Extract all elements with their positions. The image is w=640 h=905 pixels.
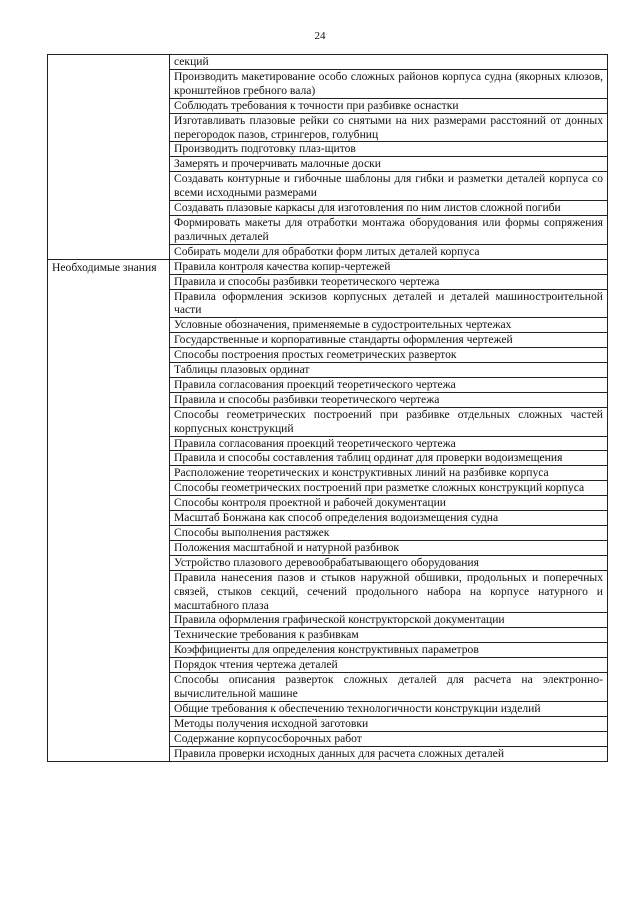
table-cell: Создавать контурные и гибочные шаблоны для гибки и разметки деталей корпуса со всеми исходными размерами — [170, 172, 608, 201]
table-cell: Правила контроля качества копир-чертежей — [170, 259, 608, 274]
section-label: Необходимые знания — [48, 259, 170, 761]
table-cell: Методы получения исходной заготовки — [170, 716, 608, 731]
table-cell: Правила согласования проекций теоретического чертежа — [170, 436, 608, 451]
table-cell: Формировать макеты для отработки монтажа оборудования или формы сопряжения различных деталей — [170, 215, 608, 244]
table-row — [48, 55, 608, 70]
table-cell: Замерять и прочерчивать малочные доски — [170, 157, 608, 172]
table-cell: Способы геометрических построений при разбивке отдельных сложных частей корпусных конструкций — [170, 407, 608, 436]
section-label — [48, 55, 170, 260]
table-cell: Масштаб Бонжана как способ определения водоизмещения судна — [170, 511, 608, 526]
table-cell: Соблюдать требования к точности при разбивке оснастки — [170, 98, 608, 113]
table-cell: Способы геометрических построений при разметке сложных конструкций корпуса — [170, 481, 608, 496]
table-cell: Способы описания разверток сложных деталей для расчета на электронно-вычислительной машине — [170, 673, 608, 702]
table-cell: Правила и способы составления таблиц ординат для проверки водоизмещения — [170, 451, 608, 466]
table-cell: Правила и способы разбивки теоретического чертежа — [170, 274, 608, 289]
table-cell: Правила проверки исходных данных для расчета сложных деталей — [170, 746, 608, 761]
table-cell: Таблицы плазовых ординат — [170, 363, 608, 378]
table-cell: секций — [170, 55, 608, 70]
table-cell: Технические требования к разбивкам — [170, 628, 608, 643]
table-cell: Правила нанесения пазов и стыков наружной обшивки, продольных и поперечных связей, стыков секций, сечений продольного набора на корпусе натурного и масштабного плаза — [170, 570, 608, 613]
table-cell: Производить макетирование особо сложных районов корпуса судна (якорных клюзов, кронштейнов гребного вала) — [170, 69, 608, 98]
table-cell: Способы выполнения растяжек — [170, 526, 608, 541]
table-cell: Положения масштабной и натурной разбивок — [170, 540, 608, 555]
table-cell: Собирать модели для обработки форм литых деталей корпуса — [170, 244, 608, 259]
table-cell: Устройство плазового деревообрабатывающего оборудования — [170, 555, 608, 570]
table-cell: Производить подготовку плаз-щитов — [170, 142, 608, 157]
competency-table-body — [48, 55, 608, 762]
table-cell: Порядок чтения чертежа деталей — [170, 658, 608, 673]
table-cell: Способы построения простых геометрических разверток — [170, 348, 608, 363]
table-cell: Изготавливать плазовые рейки со снятыми на них размерами расстояний от донных перегородок пазов, стрингеров, голубниц — [170, 113, 608, 142]
table-cell: Создавать плазовые каркасы для изготовления по ним листов сложной погиби — [170, 201, 608, 216]
table-cell: Правила оформления эскизов корпусных деталей и деталей машиностроительной части — [170, 289, 608, 318]
table-cell: Правила оформления графической конструкторской документации — [170, 613, 608, 628]
competency-table — [47, 54, 608, 762]
table-cell: Государственные и корпоративные стандарты оформления чертежей — [170, 333, 608, 348]
table-cell: Общие требования к обеспечению технологичности конструкции изделий — [170, 701, 608, 716]
page-number: 24 — [314, 30, 326, 42]
table-cell: Коэффициенты для определения конструктивных параметров — [170, 643, 608, 658]
table-cell: Способы контроля проектной и рабочей документации — [170, 496, 608, 511]
table-cell: Содержание корпусосборочных работ — [170, 731, 608, 746]
table-cell: Условные обозначения, применяемые в судостроительных чертежах — [170, 318, 608, 333]
table-row — [48, 259, 608, 274]
table-cell: Расположение теоретических и конструктивных линий на разбивке корпуса — [170, 466, 608, 481]
table-cell: Правила и способы разбивки теоретического чертежа — [170, 392, 608, 407]
table-cell: Правила согласования проекций теоретического чертежа — [170, 377, 608, 392]
